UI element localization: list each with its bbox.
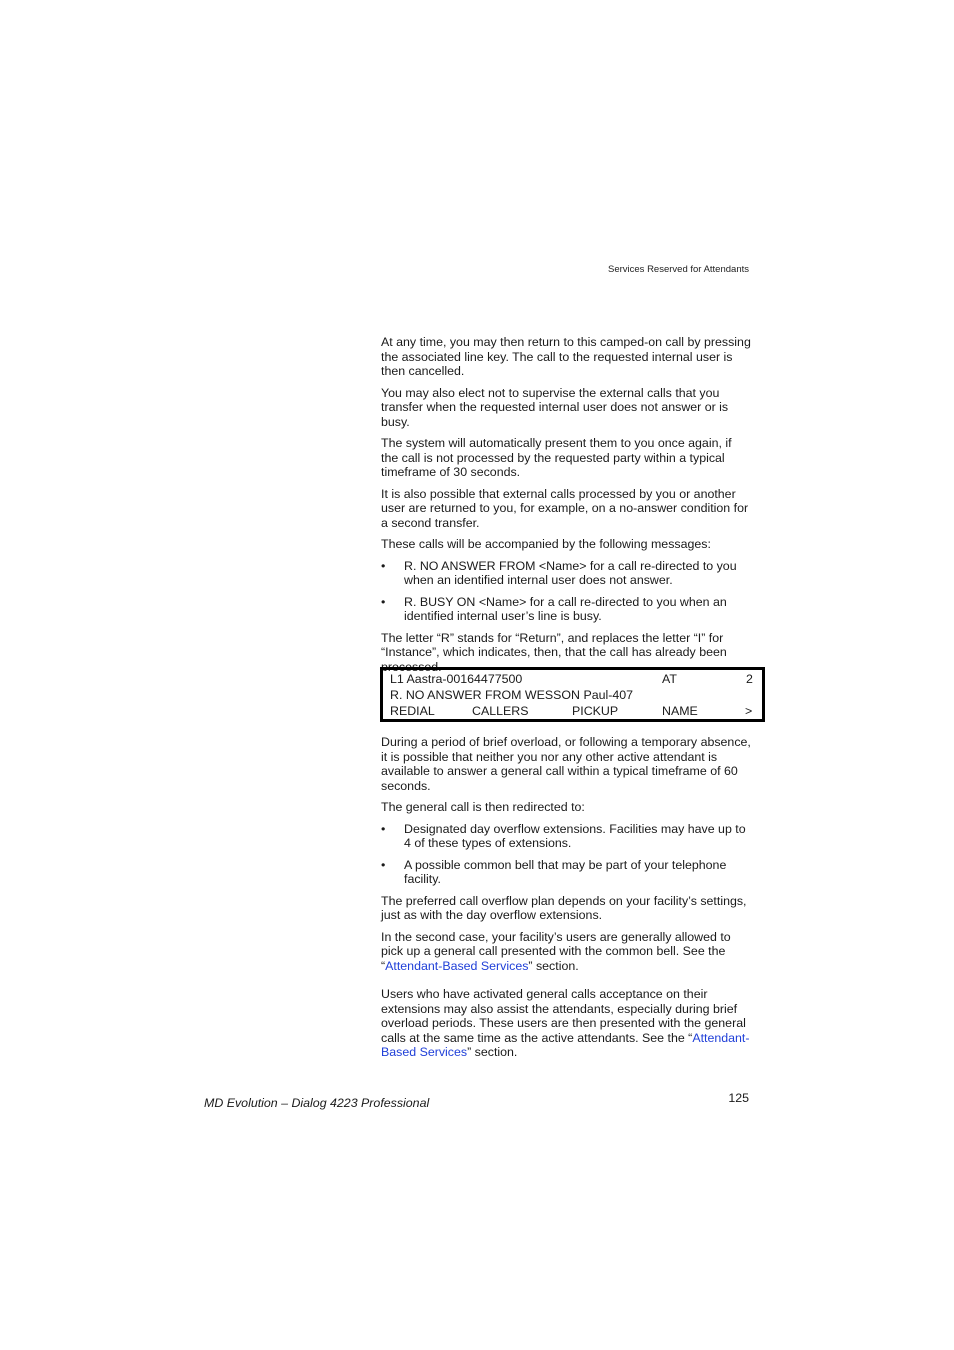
overflow-list [381,822,751,887]
display-line-2 [383,686,762,702]
attendant-based-services-link[interactable]: Attendant-Based Services [385,958,529,973]
display-line-label: L1 Aastra-00164477500 [390,672,523,686]
display-softkeys [383,702,762,718]
paragraph: The letter “R” stands for “Return”, and replaces the letter “I” for “Instance”, which indicates, then, that the call has already been processed. [381,630,727,674]
list-item: • Designated day overflow extensions. Facilities may have up to 4 of these types of extensions. [381,822,751,851]
softkey-more[interactable]: > [745,704,753,718]
running-header: Services Reserved for Attendants [608,264,749,275]
message-list [381,559,751,624]
paragraph: The preferred call overflow plan depends on your facility’s settings, just as with the day overflow extensions. [381,893,747,922]
softkey-name[interactable]: NAME [662,704,698,718]
list-item: • R. BUSY ON <Name> for a call re-directed to you when an identified internal user’s line is busy. [381,595,751,624]
softkey-pickup[interactable]: PICKUP [572,704,619,718]
paragraph: The general call is then redirected to: [381,800,585,814]
paragraph: During a period of brief overload, or following a temporary absence, it is possible that neither you nor any other active attendant is available to answer a general call within a typical timeframe of 60 seconds. [381,735,751,793]
phone-display [380,667,765,722]
softkey-callers[interactable]: CALLERS [472,704,529,718]
paragraph: These calls will be accompanied by the following messages: [381,537,711,551]
paragraph: It is also possible that external calls processed by you or another user are returned to you, for example, on a no-answer condition for a second transfer. [381,486,749,530]
softkey-redial[interactable]: REDIAL [390,704,435,718]
display-message: R. NO ANSWER FROM WESSON Paul-407 [390,688,634,702]
paragraph: In the second case, your facility’s users are generally allowed to pick up a general call presented with the common bell. See the “Attendant-Based Services” section. [381,929,731,973]
display-line-1 [383,670,762,686]
display-at-indicator: AT [662,672,677,686]
paragraph: Users who have activated general calls acceptance on their extensions may also assist the attendants, especially during brief overload periods. These users are then presented with the general calls at the same time as the active attendants. See the “Attendant-Based Services” section. [381,987,750,1059]
paragraph: At any time, you may then return to this camped-on call by pressing the associated line key. The call to the requested internal user is then cancelled. [381,335,751,378]
page-number: 125 [728,1091,749,1105]
body-text-bottom [381,735,751,1067]
paragraph: You may also elect not to supervise the external calls that you transfer when the requested internal user does not answer or is busy. [381,385,729,429]
list-item: • R. NO ANSWER FROM <Name> for a call re-directed to you when an identified internal user does not answer. [381,559,751,588]
paragraph: The system will automatically present them to you once again, if the call is not processed by the requested party within a typical timeframe of 30 seconds. [381,436,732,479]
body-text-top [381,335,751,681]
attendant-based-services-link[interactable]: Attendant-Based Services [381,1030,750,1059]
footer-document-title: MD Evolution – Dialog 4223 Professional [204,1096,430,1110]
display-counter: 2 [746,672,753,686]
list-item: • A possible common bell that may be part of your telephone facility. [381,858,751,887]
